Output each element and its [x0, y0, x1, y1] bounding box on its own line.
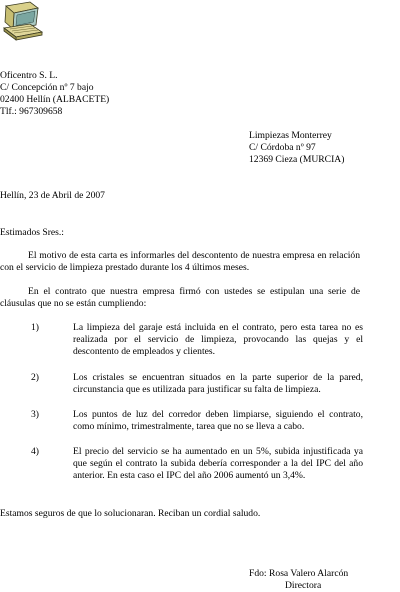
greeting: Estimados Sres.: [0, 227, 64, 238]
clause-text: El precio del servicio se ha aumentado en un 5%, subida injustificada ya que según el contrato la subida debería corresponder a la del IPC del año anterior. En esta caso el IPC del año 2006 aumentó un 3,4%. [73, 446, 363, 481]
recipient-line: 12369 Cieza (MURCIA) [249, 154, 345, 165]
recipient-line: C/ Córdoba nº 97 [249, 142, 316, 153]
sender-line: C/ Concepción nº 7 bajo [0, 82, 94, 93]
signature-name: Fdo: Rosa Valero Alarcón [249, 568, 349, 579]
signature-block [249, 568, 399, 592]
sender-line: 02400 Hellín (ALBACETE) [0, 94, 110, 105]
clause-number: 1) [31, 322, 39, 333]
sender-address [0, 70, 200, 118]
sender-line: Oficentro S. L. [0, 70, 58, 81]
clause-text: Los puntos de luz del corredor deben limpiarse, siguiendo el contrato, como mínimo, trimestralmente, tarea que no se lleva a cabo. [73, 409, 363, 432]
recipient-address [249, 130, 399, 166]
computer-icon [0, 0, 44, 42]
recipient-line: Limpiezas Monterrey [249, 130, 332, 141]
letter-date: Hellín, 23 de Abril de 2007 [0, 190, 105, 201]
clause-number: 4) [31, 446, 39, 457]
clause-number: 2) [31, 372, 39, 383]
paragraph-contract: En el contrato que nuestra empresa firmó con ustedes se estipulan una serie de cláusulas que no se están cumpliendo: [0, 286, 360, 309]
signature-title: Directora [285, 580, 322, 591]
clause-number: 3) [31, 409, 39, 420]
paragraph-intro: El motivo de esta carta es informarles del descontento de nuestra empresa en relación con el servicio de limpieza prestado durante los 4 últimos meses. [0, 250, 360, 273]
clause-text: Los cristales se encuentran situados en la parte superior de la pared, circunstancia que es utilizada para justificar su falta de limpieza. [73, 372, 363, 395]
closing-sentence: Estamos seguros de que lo solucionaran. Reciban un cordial saludo. [0, 508, 261, 519]
sender-line: Tlf.: 967309658 [0, 106, 63, 117]
clause-text: La limpieza del garaje está incluida en el contrato, pero esta tarea no es realizada por el servicio de limpieza, provocando las quejas y el descontento de empleados y clientes. [73, 322, 363, 357]
